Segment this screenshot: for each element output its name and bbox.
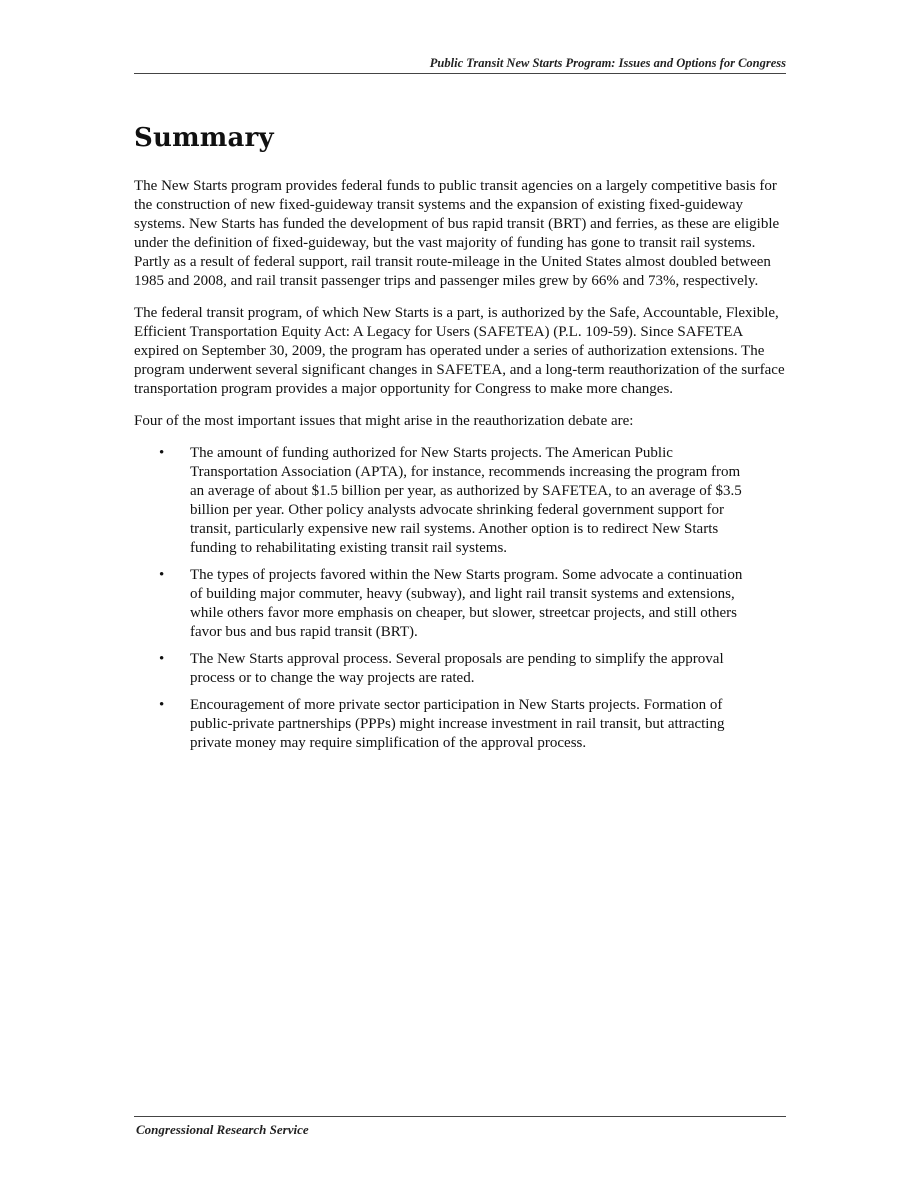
footer-divider	[134, 1116, 786, 1117]
paragraph: The New Starts program provides federal funds to public transit agencies on a largely competitive basis for the construction of new fixed-guideway transit systems and the expansion of existing fixed-guideway systems. New Starts has funded the development of bus rapid transit (BRT) and ferries, as these are eligible under the definition of fixed-guideway, but the vast majority of funding has gone to transit rail systems. Partly as a result of federal support, rail transit route-mileage in the United States almost doubled between 1985 and 2008, and rail transit passenger trips and passenger miles grew by 66% and 73%, respectively.	[134, 178, 780, 289]
document-body	[134, 177, 790, 761]
bullet-icon: •	[159, 567, 165, 583]
bullet-icon: •	[159, 445, 165, 461]
list-item	[134, 444, 744, 558]
footer-publisher: Congressional Research Service	[136, 1122, 309, 1137]
list-item-text: Encouragement of more private sector participation in New Starts projects. Formation of public-private partnerships (PPPs) might increase investment in rail transit, but attracting private money may require simplification of the approval process.	[190, 697, 725, 751]
list-item-text: The types of projects favored within the New Starts program. Some advocate a continuation of building major commuter, heavy (subway), and light rail transit systems and extensions, while others favor more emphasis on cheaper, but slower, streetcar projects, and still others favor bus and bus rapid transit (BRT).	[190, 567, 743, 640]
list-item-text: The New Starts approval process. Several proposals are pending to simplify the approval process or to change the way projects are rated.	[190, 651, 724, 686]
list-item	[134, 566, 744, 642]
running-header: Public Transit New Starts Program: Issues and Options for Congress	[429, 56, 786, 70]
paragraph: Four of the most important issues that might arise in the reauthorization debate are:	[134, 413, 634, 429]
list-item-text: The amount of funding authorized for New Starts projects. The American Public Transportation Association (APTA), for instance, recommends increasing the program from an average of about $1.5 billion per year, as authorized by SAFETEA, to an average of $3.5 billion per year. Other policy analysts advocate shrinking federal government support for transit, particularly expensive new rail systems. Another option is to redirect New Starts funding to rehabilitating existing transit rail systems.	[190, 445, 742, 556]
bullet-icon: •	[159, 651, 165, 667]
bullet-icon: •	[159, 697, 165, 713]
paragraph: The federal transit program, of which New Starts is a part, is authorized by the Safe, Accountable, Flexible, Efficient Transportation Equity Act: A Legacy for Users (SAFETEA) (P.L. 109-59). Since SAFETEA expired on September 30, 2009, the program has operated under a series of authorization extensions. The program underwent several significant changes in SAFETEA, and a long-term reauthorization of the surface transportation program provides a major opportunity for Congress to make more changes.	[134, 305, 785, 397]
issues-list	[134, 444, 790, 753]
header-divider	[134, 73, 786, 74]
list-item	[134, 650, 744, 688]
section-heading: Summary	[134, 123, 274, 153]
list-item	[134, 696, 744, 753]
